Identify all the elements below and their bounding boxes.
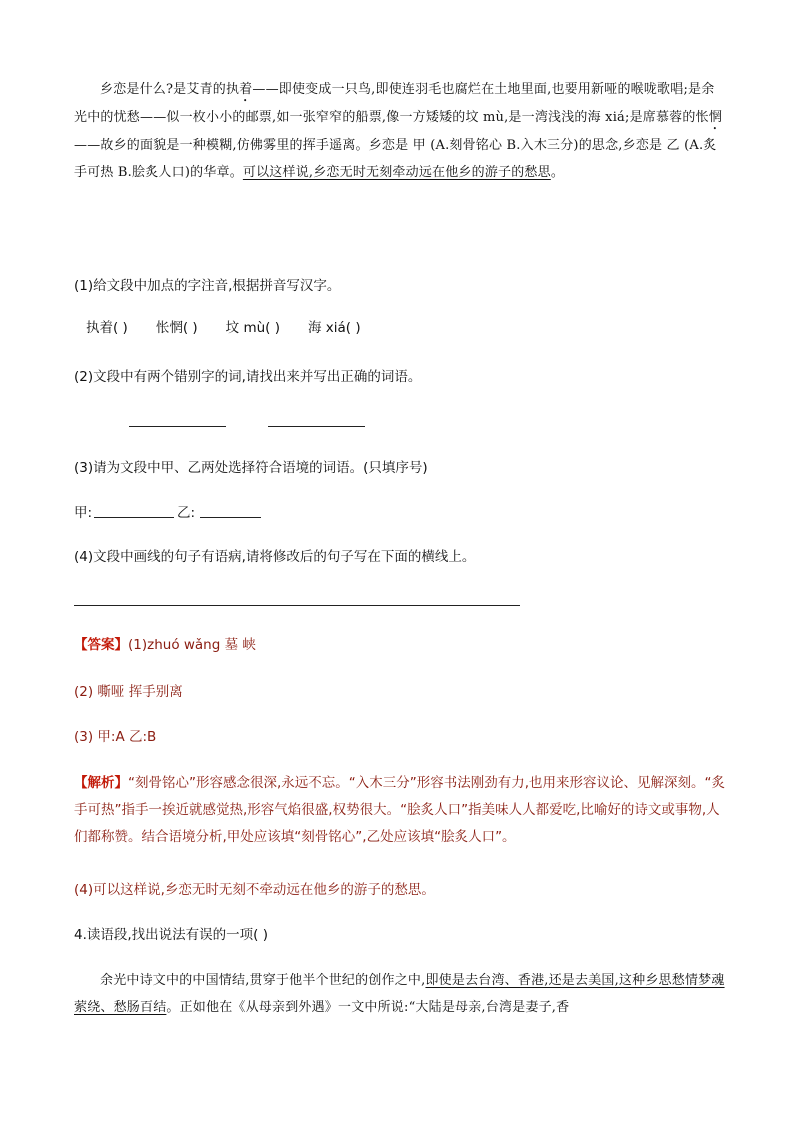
passage-1-text-c: 的喉咙歌唱;是余光中的忧愁——似一枚小小的邮票,如一张窄窄的船票,像一方矮矮的坟 mù,是一湾浅浅的海 xiá;是席慕蓉的怅 (74, 82, 715, 125)
item-fenmu: 坟 mù( ) (225, 320, 280, 336)
answer-blank-1[interactable] (129, 426, 226, 427)
answer-blank-2[interactable] (268, 426, 365, 427)
passage-2 (74, 968, 726, 1021)
passage-2-text-b: 。正如他在《从母亲到外遇》一文中所说:“大陆是母亲,台湾是妻子,香 (166, 999, 570, 1015)
answer-tag: 【答案】 (74, 637, 128, 653)
question-3-blanks (74, 502, 726, 524)
item-changwang: 怅惘( ) (155, 320, 198, 336)
yi-label: 乙: (177, 505, 196, 521)
analysis-tag: 【解析】 (74, 775, 128, 791)
passage-1-text-b: ——即使变成一只鸟,即使连羽毛也腐烂在土地里面,也要用 (252, 82, 592, 97)
dotted-char-zhe: 着 (239, 82, 253, 97)
question-2: (2)文段中有两个错别字的词,请找出来并写出正确的词语。 (74, 369, 422, 385)
answer-3: (3) 甲:A 乙:B (74, 729, 157, 745)
passage-1-text-a: 乡恋是什么?是艾青的执 (100, 82, 240, 97)
analysis (74, 770, 726, 851)
analysis-text: “刻骨铭心”形容感念很深,永远不忘。“入木三分”形容书法刚劲有力,也用来形容议论、见解深刻。“炙手可热”指手一挨近就感觉热,形容气焰很盛,权势很大。“脍炙人口”指美味人人都爱吃,比喻好的诗文或事物,人们都称赞。结合语境分析,甲处应该填“刻骨铭心”,乙处应该填“脍炙人口”。 (74, 775, 726, 845)
period: 。 (550, 164, 565, 180)
question-3-yi (177, 502, 217, 524)
answer-1 (74, 634, 726, 656)
passage-2-underlined: 即使是去台湾、香港,还是去美国,这种乡思愁情梦魂萦绕、愁肠百结 (74, 973, 725, 1015)
question-next: 4.读语段,找出说法有误的一项( ) (74, 927, 268, 943)
underlined-sentence: 可以这样说,乡恋无时无刻牵动远在他乡的游子的愁思 (242, 164, 551, 180)
yi-blank[interactable] (200, 517, 261, 518)
question-4: (4)文段中画线的句子有语病,请将修改后的句子写在下面的横线上。 (74, 549, 476, 565)
answer-1-text: (1)zhuó wǎng 墓 峡 (128, 637, 256, 653)
typo-word-2: 挥手遥离 (302, 138, 356, 153)
passage-1-text-d: ——故乡的面貌是一种模糊,仿佛雾里的 (74, 138, 303, 153)
item-haixia: 海 xiá( ) (307, 320, 361, 336)
passage-1 (74, 77, 726, 186)
question-3: (3)请为文段中甲、乙两处选择符合语境的词语。(只填序号) (74, 460, 428, 476)
question-1-items (86, 317, 738, 339)
passage-2-text-a: 余光中诗文中的中国情结,贯穿于他半个世纪的创作之中, (100, 973, 426, 988)
answer-2: (2) 嘶哑 挥手别离 (74, 684, 183, 700)
jia-label: 甲: (74, 505, 93, 521)
answer-line-q4[interactable] (74, 605, 520, 606)
typo-word-1: 新哑 (591, 82, 618, 97)
question-1: (1)给文段中加点的字注音,根据拼音写汉字。 (74, 278, 341, 294)
answer-4: (4)可以这样说,乡恋无时无刻不牵动远在他乡的游子的愁思。 (74, 882, 435, 898)
passage-1-text-e: 。乡恋是 甲 (A.刻骨铭心 B.入木三分)的思念,乡恋是 乙 (A.炙手可热 B.脍炙人口)的华章。 (74, 138, 717, 180)
dotted-char-wang: 惘 (708, 110, 722, 125)
jia-blank[interactable] (94, 517, 174, 518)
item-zhizhuo: 执着( ) (86, 320, 128, 336)
